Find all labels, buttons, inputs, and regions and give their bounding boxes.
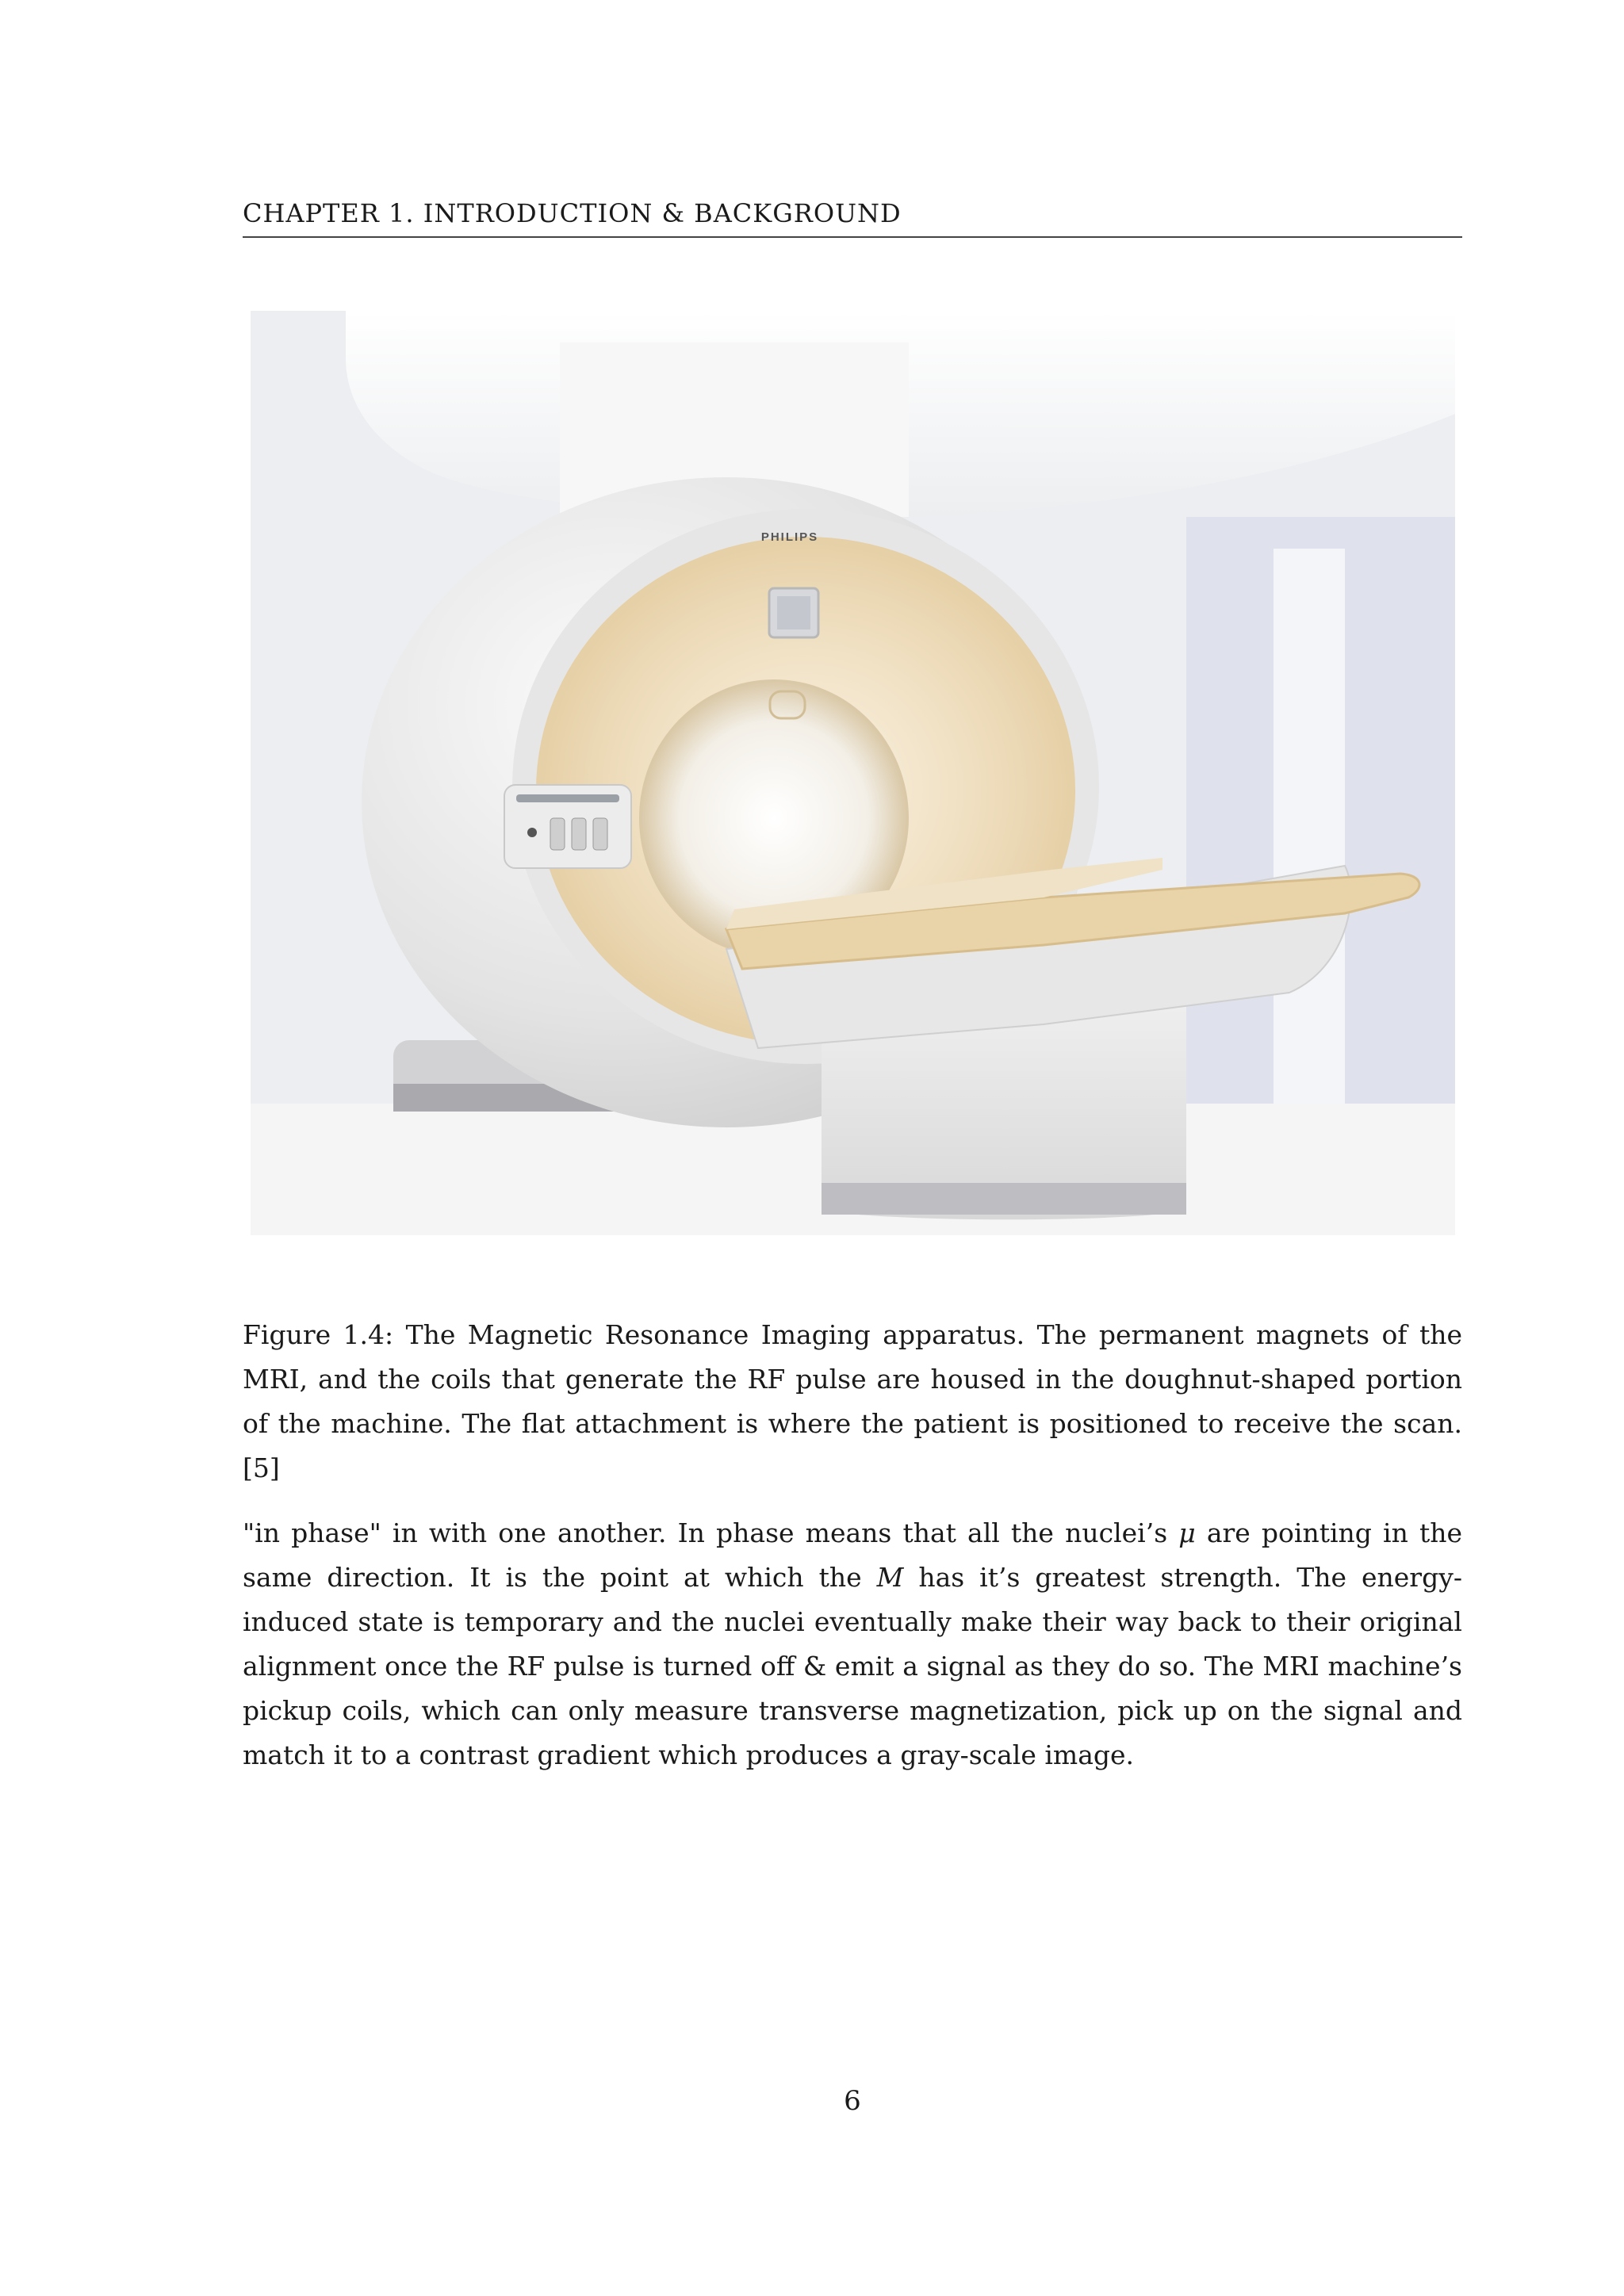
- body-paragraph: [243, 1511, 1462, 1777]
- body-text-part-1: "in phase" in with one another. In phase means that all the nuclei’s: [243, 1517, 1179, 1548]
- running-header-title: CHAPTER 1. INTRODUCTION & BACKGROUND: [243, 198, 902, 228]
- symbol-magnetization: M: [876, 1562, 904, 1593]
- symbol-mu: μ: [1178, 1517, 1196, 1548]
- body-text-part-3: has it’s greatest strength. The energy-induced state is temporary and the nuclei eventually make their way back to their original alignment once the RF pulse is turned off & emit a signal as they do so. The MRI machine’s pickup coils, which can only measure transverse magnetization, pick up on the signal and match it to a contrast gradient which produces a gray-scale image.: [243, 1562, 1463, 1770]
- running-header: [243, 198, 1462, 238]
- figure-caption: Figure 1.4: The Magnetic Resonance Imaging apparatus. The permanent magnets of the MRI, and the coils that generate the RF pulse are housed in the doughnut-shaped portion of the machine. The flat attachment is where the patient is positioned to receive the scan.[5]: [243, 1319, 1462, 1483]
- body-text-part-2: are pointing in the same direction. It is the point at which the: [243, 1517, 1462, 1593]
- page-number: 6: [844, 2085, 861, 2117]
- brand-label: PHILIPS: [760, 530, 819, 544]
- control-button-icon: [527, 828, 537, 837]
- mri-machine-illustration: [251, 311, 1455, 1235]
- figure-mri-photo: [251, 311, 1455, 1235]
